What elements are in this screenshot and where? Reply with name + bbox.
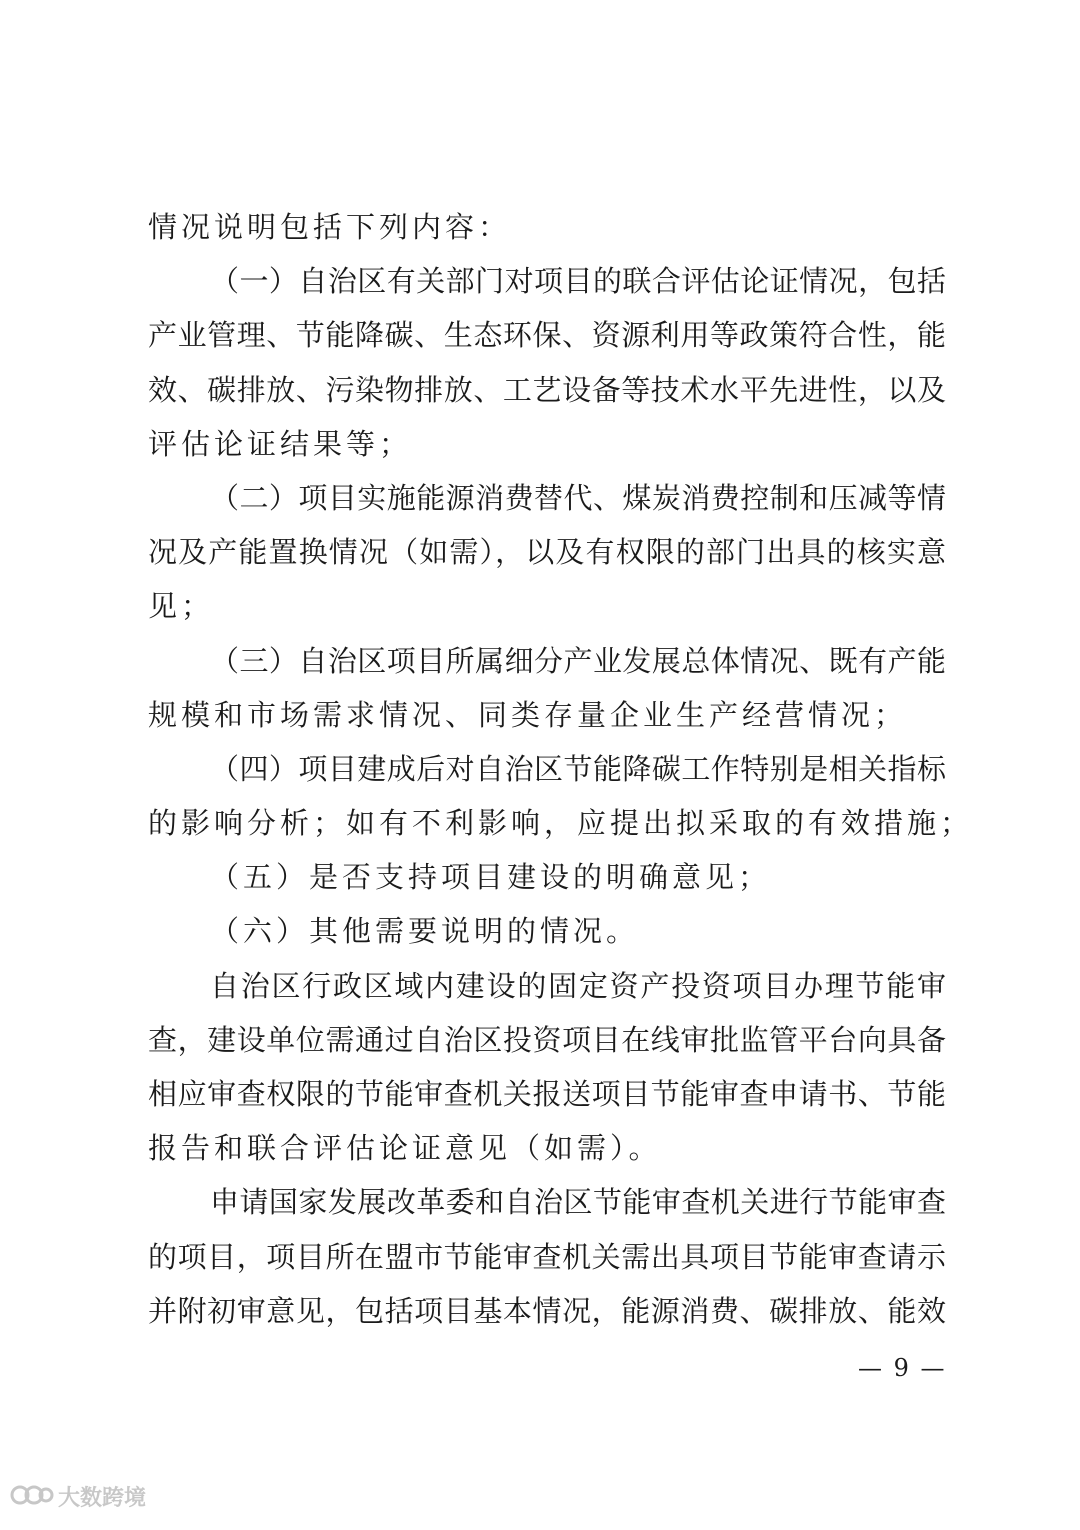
text-line: 见； [148,589,215,624]
text-line: 情况说明包括下列内容： [148,210,512,244]
text-line: （二）项目实施能源消费替代、煤炭消费控制和压减等情 [210,480,946,515]
text-line: 并附初审意见，包括项目基本情况，能源消费、碳排放、能效 [148,1293,946,1328]
text-line: 自治区行政区域内建设的固定资产投资项目办理节能审 [210,968,946,1003]
text-line: 效、碳排放、污染物排放、工艺设备等技术水平先进性，以及 [148,372,946,407]
watermark-logo-icon [10,1482,54,1512]
text-line: 的项目，项目所在盟市节能审查机关需出具项目节能审查请示 [148,1239,946,1274]
text-line: （一）自治区有关部门对项目的联合评估论证情况，包括 [210,264,946,299]
text-line: 产业管理、节能降碳、生态环保、资源利用等政策符合性，能 [148,318,946,353]
text-line: （四）项目建成后对自治区节能降碳工作特别是相关指标 [210,751,946,786]
text-line: 查，建设单位需通过自治区投资项目在线审批监管平台向具备 [148,1022,946,1057]
text-line: 相应审查权限的节能审查机关报送项目节能审查申请书、节能 [148,1077,946,1111]
text-line: （三）自治区项目所属细分产业发展总体情况、既有产能 [210,643,946,678]
text-line: （五）是否支持项目建设的明确意见； [210,860,772,895]
page-number: — 9 — [858,1354,947,1382]
text-line: 评估论证结果等； [148,426,413,461]
text-line: （六）其他需要说明的情况。 [210,914,640,949]
text-line: 报告和联合评估论证意见（如需）。 [148,1131,662,1166]
text-line: 的影响分析；如有不利影响，应提出拟采取的有效措施； [148,806,974,841]
document-body [148,200,974,1338]
watermark [10,1481,146,1512]
text-line: 况及产能置换情况（如需），以及有权限的部门出具的核实意 [148,535,946,570]
text-line: 申请国家发展改革委和自治区节能审查机关进行节能审查 [210,1185,946,1220]
watermark-text: 大数跨境 [58,1486,147,1511]
text-line: 规模和市场需求情况、同类存量企业生产经营情况； [148,697,908,732]
